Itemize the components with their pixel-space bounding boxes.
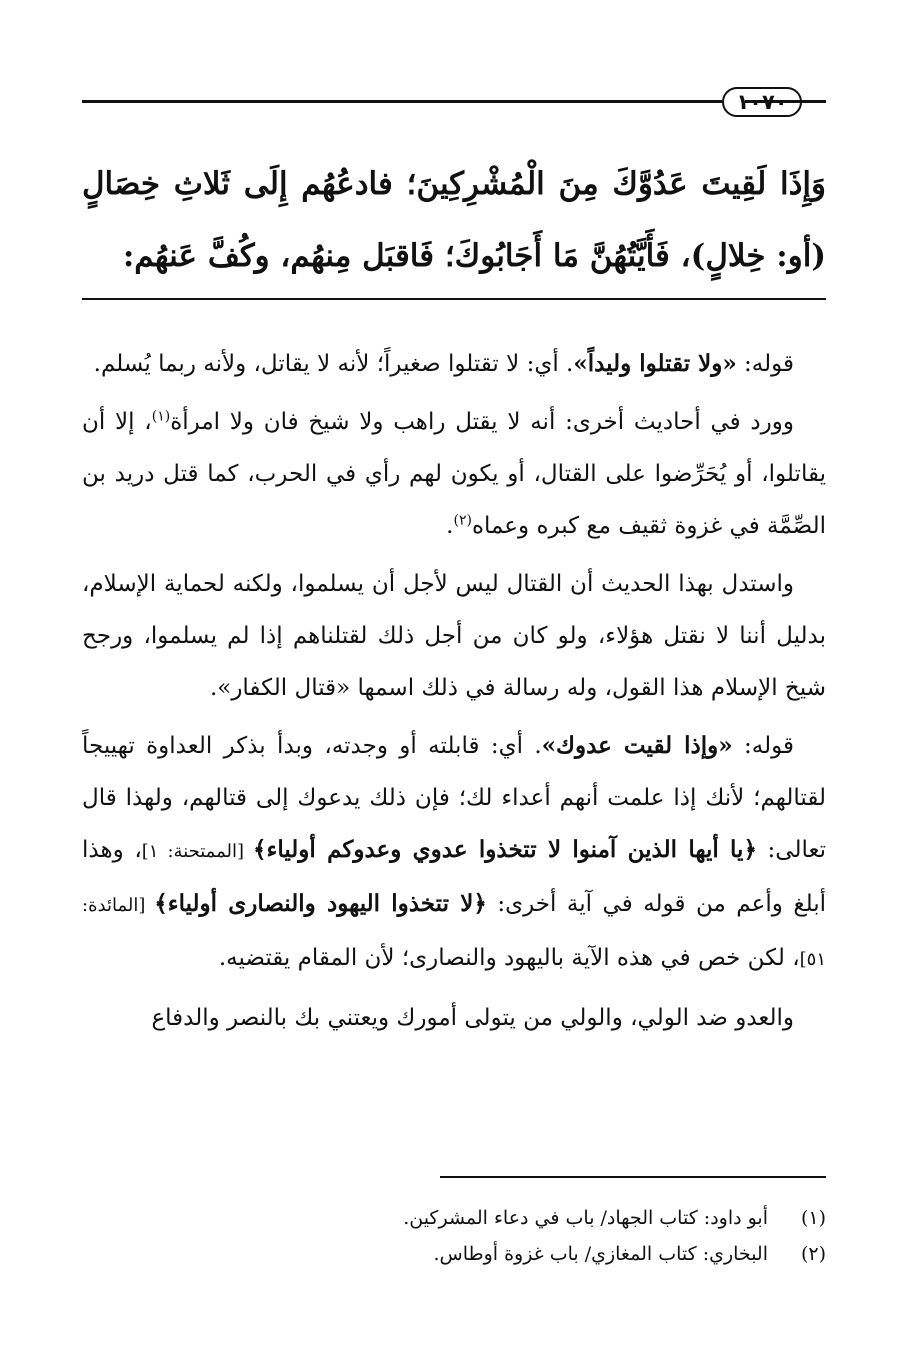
- footnote-number: (١): [800, 1207, 826, 1229]
- p2-part3: .: [446, 513, 454, 539]
- paragraph-1: [82, 338, 826, 390]
- footnote-divider: [440, 1176, 826, 1178]
- p4-quote: «وإذا لقيت عدوك»: [541, 732, 733, 759]
- p2-part2: ، إلا أن يقاتلوا، أو يُحَرِّضوا على القتال، أو يكون لهم رأي في الحرب، كما قتل دريد بن الصِّمَّة في غزوة ثقيف مع كبره وعماه: [82, 409, 826, 539]
- footnotes: [82, 1200, 826, 1272]
- footnote-1: [82, 1200, 826, 1236]
- footnote-text: أبو داود: كتاب الجهاد/ باب في دعاء المشركين.: [403, 1207, 768, 1229]
- footnote-2: [82, 1236, 826, 1272]
- verse-2: ﴿لا تتخذوا اليهود والنصارى أولياء﴾: [154, 890, 487, 917]
- p4-part2: ، وهذا أبلغ وأعم من قوله في آية أخرى:: [82, 837, 826, 917]
- paragraph-5: والعدو ضد الولي، والولي من يتولى أمورك ويعتني بك بالنصر والدفاع: [151, 1005, 794, 1031]
- footnote-ref-2: (٢): [453, 512, 472, 529]
- verse-1: ﴿يا أيها الذين آمنوا لا تتخذوا عدوي وعدوكم أولياء﴾: [253, 836, 757, 863]
- paragraph-2: [82, 396, 826, 552]
- p4-part3: ، لكن خص في هذه الآية باليهود والنصارى؛ لأن المقام يقتضيه.: [218, 945, 800, 971]
- paragraph-3: واستدل بهذا الحديث أن القتال ليس لأجل أن يسلموا، ولكنه لحماية الإسلام، بدليل أننا لا نقتل هؤلاء، ولو كان من أجل ذلك لقتلناهم إذا لم يسلموا، ورجح شيخ الإسلام هذا القول، وله رسالة في ذلك اسمها «قتال الكفار».: [82, 571, 826, 701]
- p1-rest: . أي: لا تقتلوا صغيراً؛ لأنه لا يقاتل، ولأنه ربما يُسلم.: [93, 351, 574, 377]
- p4-prefix: قوله:: [732, 733, 794, 759]
- hadith-divider: [82, 298, 826, 300]
- footnote-ref-1: (١): [151, 408, 171, 425]
- verse-ref-2: [المائدة: ٥١]: [82, 895, 826, 970]
- header-rule-left: [82, 100, 722, 103]
- p1-quote: «ولا تقتلوا وليداً»: [573, 350, 737, 377]
- verse-ref-1: [الممتحنة: ١]: [141, 841, 254, 862]
- paragraph-4: [82, 720, 826, 986]
- footnote-number: (٢): [800, 1243, 826, 1265]
- hadith-text: وَإِذَا لَقِيتَ عَدُوَّكَ مِنَ الْمُشْرِكِينَ؛ فادعُهُم إِلَى ثَلاثِ خِصَالٍ (أو: خِلالٍ)، فَأَيَّتُهُنَّ مَا أَجَابُوكَ؛ فَاقبَل مِنهُم، وكُفَّ عَنهُم:: [82, 166, 826, 274]
- commentary-body: [82, 338, 826, 1050]
- p1-prefix: قوله:: [736, 351, 794, 377]
- p2-part1: وورد في أحاديث أخرى: أنه لا يقتل راهب ولا شيخ فان ولا امرأة: [170, 409, 794, 435]
- p4-part1: . أي: قابلته أو وجدته، وبدأ بذكر العداوة تهييجاً لقتالهم؛ لأنك إذا علمت أنهم أعداء لك؛ فإن ذلك يدعوك إلى قتالهم، ولهذا قال تعالى:: [82, 733, 826, 863]
- page-number: ١٠٧٠: [722, 87, 802, 117]
- footnote-text: البخاري: كتاب المغازي/ باب غزوة أوطاس.: [433, 1243, 768, 1265]
